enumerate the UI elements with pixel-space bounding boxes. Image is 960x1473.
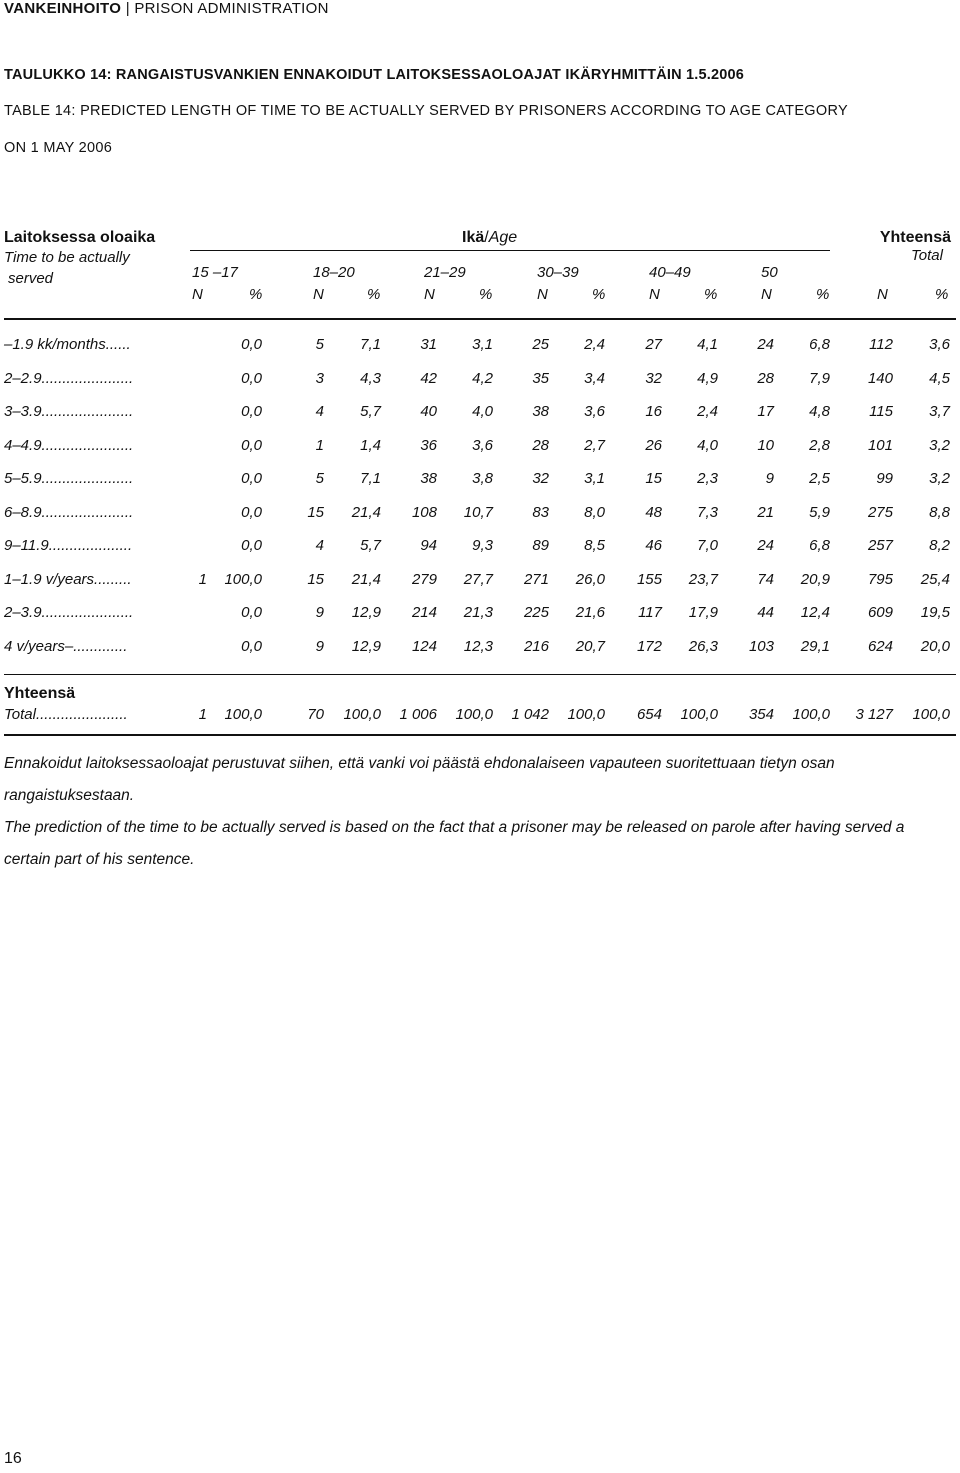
table-cell: 24 [757, 537, 774, 554]
table-cell: 5,9 [809, 503, 830, 521]
total-cell: 100,0 [455, 706, 493, 723]
table-cell: 0,0 [241, 470, 262, 487]
table-cell: 257 [867, 537, 893, 554]
table-cell: 9 [765, 470, 774, 487]
total-cell: 1 [198, 706, 207, 723]
table-cell: 8,5 [584, 537, 605, 554]
table-cell: 2,4 [697, 403, 718, 420]
table-cell: 1,4 [360, 436, 381, 454]
total-label-en: Total...................... [4, 706, 128, 723]
age-group-label: 18–20 [313, 264, 355, 281]
table-cell: 12,3 [463, 637, 493, 655]
table-cell: 8,8 [929, 503, 950, 521]
table-cell: 20,7 [575, 637, 605, 655]
table-cell: 2,7 [584, 436, 605, 454]
table-cell: 3,6 [584, 403, 605, 420]
age-header-rule [190, 250, 830, 251]
table-cell: 108 [411, 503, 437, 521]
table-cell: 38 [532, 403, 549, 420]
table-cell: 279 [411, 570, 437, 588]
pct-header: % [479, 286, 493, 303]
table-cell: 15 [307, 570, 324, 588]
table-cell: 0,0 [241, 604, 262, 621]
header-bottom-rule [4, 318, 956, 320]
total-cell: 354 [748, 706, 774, 723]
table-cell: 4,9 [697, 369, 718, 387]
table-cell: 7,9 [809, 369, 830, 387]
table-cell: 103 [748, 637, 774, 655]
table-title-fi: TAULUKKO 14: RANGAISTUSVANKIEN ENNAKOIDUT LAITOKSESSAOLOAJAT IKÄRYHMITTÄIN 1.5.2006 [4, 67, 745, 83]
age-header-sep: / [484, 229, 489, 246]
age-header-fi: Ikä [462, 229, 485, 246]
table-cell: 32 [532, 470, 549, 487]
table-cell: 15 [307, 503, 324, 521]
page-number: 16 [4, 1450, 22, 1467]
table-cell: 17,9 [688, 604, 718, 621]
row-label: 9–11.9.................... [4, 537, 133, 554]
table-cell: 4 [315, 403, 324, 420]
table-cell: 24 [757, 336, 774, 353]
total-header-fi: Yhteensä [879, 229, 951, 246]
row-label: 6–8.9...................... [4, 503, 134, 521]
table-cell: 7,3 [697, 503, 718, 521]
table-cell: 12,4 [800, 604, 830, 621]
pct-header: % [249, 286, 263, 303]
table-cell: 3,2 [929, 436, 950, 454]
table-cell: 26,3 [688, 637, 718, 655]
table-cell: 6,8 [809, 537, 830, 554]
table-cell: 10 [757, 436, 774, 454]
age-group-label: 50 [761, 264, 778, 281]
table-cell: 1 [315, 436, 324, 454]
n-header: N [877, 286, 888, 303]
table-cell: 172 [636, 637, 662, 655]
table-cell: 214 [411, 604, 437, 621]
row-label: –1.9 kk/months...... [4, 336, 131, 353]
table-cell: 3 [315, 369, 324, 387]
table-cell: 624 [867, 637, 893, 655]
row-label: 3–3.9...................... [4, 403, 134, 420]
table-cell: 3,4 [584, 369, 605, 387]
table-cell: 12,9 [351, 637, 381, 655]
table-title-en-line1: TABLE 14: PREDICTED LENGTH OF TIME TO BE ACTUALLY SERVED BY PRISONERS ACCORDING TO AGE CATEGORY [4, 103, 848, 119]
table-cell: 3,1 [584, 470, 605, 487]
total-cell: 3 127 [855, 706, 893, 723]
table-cell: 3,6 [472, 436, 493, 454]
table-cell: 8,0 [584, 503, 605, 521]
table-cell: 117 [638, 604, 662, 621]
table-cell: 27 [645, 336, 662, 353]
table-cell: 100,0 [224, 570, 262, 588]
table-cell: 23,7 [688, 570, 718, 588]
table-cell: 19,5 [920, 604, 950, 621]
total-cell: 100,0 [224, 706, 262, 723]
table-cell: 7,0 [697, 537, 718, 554]
row-label-en-1: Time to be actually [4, 249, 130, 266]
header-section: VANKEINHOITO [4, 0, 122, 17]
table-cell: 28 [532, 436, 549, 454]
row-label: 2–2.9...................... [4, 369, 134, 387]
total-cell: 70 [307, 706, 324, 723]
age-group-label: 40–49 [649, 264, 691, 281]
total-header-en: Total [911, 247, 943, 264]
table-cell: 0,0 [241, 403, 262, 420]
table-cell: 42 [420, 369, 437, 387]
total-cell: 1 006 [399, 706, 437, 723]
table-cell: 275 [867, 503, 893, 521]
table-cell: 0,0 [241, 369, 262, 387]
row-label: 4 v/years–............. [4, 637, 128, 655]
pct-header: % [704, 286, 718, 303]
table-cell: 112 [869, 336, 893, 353]
table-cell: 21,4 [351, 570, 381, 588]
table-cell: 4,0 [472, 403, 493, 420]
total-cell: 100,0 [792, 706, 830, 723]
table-cell: 29,1 [800, 637, 830, 655]
table-cell: 74 [757, 570, 774, 588]
running-header [4, 0, 329, 17]
table-cell: 32 [645, 369, 662, 387]
table-cell: 2,3 [697, 470, 718, 487]
table-cell: 0,0 [241, 336, 262, 353]
n-header: N [192, 286, 203, 303]
total-cell: 100,0 [343, 706, 381, 723]
table-cell: 48 [645, 503, 662, 521]
table-cell: 2,8 [809, 436, 830, 454]
table-cell: 225 [523, 604, 549, 621]
table-cell: 140 [867, 369, 893, 387]
table-cell: 89 [532, 537, 549, 554]
table-cell: 0,0 [241, 537, 262, 554]
table-cell: 1 [198, 570, 207, 588]
table-cell: 21,6 [575, 604, 605, 621]
table-cell: 20,0 [920, 637, 950, 655]
table-cell: 15 [645, 470, 662, 487]
age-group-label: 30–39 [537, 264, 579, 281]
table-cell: 26,0 [575, 570, 605, 588]
table-cell: 8,2 [929, 537, 950, 554]
n-header: N [424, 286, 435, 303]
table-title-en-line2: ON 1 MAY 2006 [4, 140, 113, 156]
header-org: PRISON ADMINISTRATION [134, 0, 329, 17]
table-cell: 35 [532, 369, 549, 387]
table-cell: 3,8 [472, 470, 493, 487]
table-cell: 2,5 [809, 470, 830, 487]
table-cell: 4,1 [697, 336, 718, 353]
age-header-en: Age [488, 229, 518, 246]
table-cell: 3,7 [929, 403, 950, 420]
age-group-label: 21–29 [424, 264, 466, 281]
table-cell: 5 [315, 336, 324, 353]
table-cell: 795 [867, 570, 893, 588]
note-fi: Ennakoidut laitoksessaoloajat perustuvat siihen, että vanki voi päästä ehdonalaiseen vapauteen suoritettuaan tietyn osan rangaistuksestaan. [4, 755, 835, 804]
table-cell: 36 [420, 436, 437, 454]
table-cell: 38 [420, 470, 437, 487]
table-cell: 155 [636, 570, 662, 588]
table-cell: 6,8 [809, 336, 830, 353]
table-cell: 46 [645, 537, 662, 554]
row-label-en-2: served [8, 270, 54, 287]
total-top-rule [4, 674, 956, 675]
table-cell: 21 [757, 503, 774, 521]
table-cell: 25 [532, 336, 549, 353]
table-cell: 2,4 [584, 336, 605, 353]
table-cell: 9,3 [472, 537, 493, 554]
pct-header: % [367, 286, 381, 303]
table-cell: 17 [757, 403, 774, 420]
table-cell: 16 [645, 403, 662, 420]
table-cell: 44 [757, 604, 774, 621]
table-cell: 101 [867, 436, 893, 454]
n-header: N [537, 286, 548, 303]
table-cell: 0,0 [241, 436, 262, 454]
table-cell: 5 [315, 470, 324, 487]
table-cell: 7,1 [360, 336, 381, 353]
note-en: The prediction of the time to be actually served is based on the fact that a prisoner may be released on parole after having served a certain part of his sentence. [4, 819, 905, 868]
pct-header: % [935, 286, 949, 303]
table-cell: 12,9 [351, 604, 381, 621]
pct-header: % [592, 286, 606, 303]
table-cell: 28 [757, 369, 774, 387]
table-cell: 21,4 [351, 503, 381, 521]
table-cell: 7,1 [360, 470, 381, 487]
total-cell: 100,0 [680, 706, 718, 723]
table-cell: 21,3 [463, 604, 493, 621]
table-cell: 3,2 [929, 470, 950, 487]
table-cell: 4,8 [809, 403, 830, 420]
table-cell: 83 [532, 503, 549, 521]
table-cell: 4,0 [697, 436, 718, 454]
table-cell: 5,7 [360, 537, 381, 554]
table-cell: 94 [420, 537, 437, 554]
table-cell: 115 [869, 403, 893, 420]
table-cell: 0,0 [241, 503, 262, 521]
total-cell: 654 [636, 706, 662, 723]
n-header: N [313, 286, 324, 303]
total-cell: 1 042 [511, 706, 549, 723]
table-cell: 40 [420, 403, 437, 420]
table-cell: 124 [411, 637, 437, 655]
age-group-label: 15 –17 [192, 264, 238, 281]
table-cell: 27,7 [463, 570, 493, 588]
table-cell: 0,0 [241, 637, 262, 655]
pct-header: % [816, 286, 830, 303]
table-cell: 4 [315, 537, 324, 554]
row-label: 5–5.9...................... [4, 470, 134, 487]
table-cell: 4,5 [929, 369, 950, 387]
table-cell: 5,7 [360, 403, 381, 420]
table-cell: 3,1 [472, 336, 493, 353]
table-cell: 4,3 [360, 369, 381, 387]
table-cell: 4,2 [472, 369, 493, 387]
table-cell: 271 [523, 570, 549, 588]
table-cell: 99 [876, 470, 893, 487]
header-separator: | [125, 0, 130, 17]
n-header: N [761, 286, 772, 303]
table-cell: 20,9 [800, 570, 830, 588]
table-cell: 3,6 [929, 336, 950, 353]
table-cell: 9 [315, 637, 324, 655]
n-header: N [649, 286, 660, 303]
total-cell: 100,0 [912, 706, 950, 723]
row-label-fi: Laitoksessa oloaika [4, 229, 156, 246]
row-label: 1–1.9 v/years......... [4, 570, 132, 588]
age-header [462, 229, 517, 247]
table-cell: 216 [523, 637, 549, 655]
table-cell: 26 [645, 436, 662, 454]
table-cell: 609 [867, 604, 893, 621]
table-cell: 31 [420, 336, 437, 353]
table-cell: 9 [315, 604, 324, 621]
row-label: 2–3.9...................... [4, 604, 134, 621]
row-label: 4–4.9...................... [4, 436, 134, 454]
total-label-fi: Yhteensä [4, 685, 76, 702]
total-cell: 100,0 [567, 706, 605, 723]
table-cell: 10,7 [463, 503, 493, 521]
table-bottom-rule [4, 734, 956, 736]
table-cell: 25,4 [920, 570, 950, 588]
